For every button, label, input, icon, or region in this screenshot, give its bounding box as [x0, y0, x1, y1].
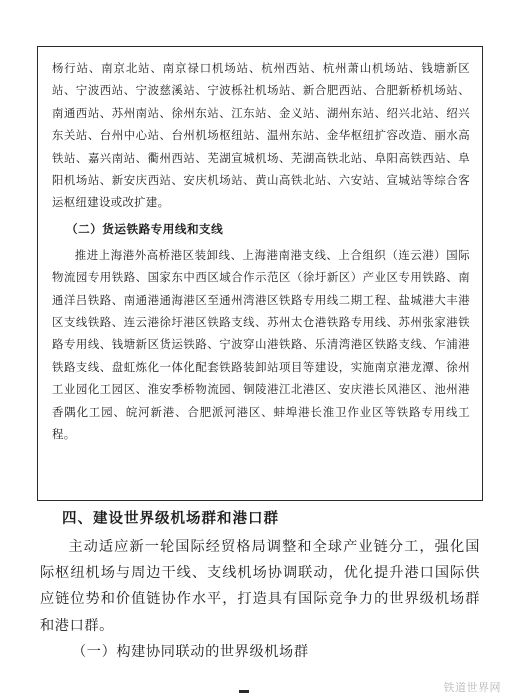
freight-railway-subheading: （二）货运铁路专用线和支线 [66, 221, 224, 236]
watermark-text: 铁道世界网 [443, 681, 501, 694]
freight-railway-paragraph: 推进上海港外高桥港区装卸线、上海港南港支线、上合组织（连云港）国际物流园专用铁路、国家东中西区域合作示范区（徐圩新区）产业区专用铁路、南通洋吕铁路、南通港通海港区至通州湾港区铁路专用线二期工程、盐城港大丰港区支线铁路、连云港徐圩港区铁路支线、苏州太仓港铁路专用线、苏州张家港铁路专用线、钱塘新区货运铁路、宁波穿山港铁路、乐清湾港区铁路支线、乍浦港铁路支线、盘虹炼化一体化配套铁路装卸站项目等建设，实施南京港龙潭、徐州工业园化工园区、淮安季桥物流园、铜陵港江北港区、安庆港长风港区、池州港香隅化工园、皖河新港、合肥派河港区、蚌埠港长淮卫作业区等铁路专用线工程。 [52, 247, 470, 442]
page-marker [239, 690, 249, 693]
section-heading: 四、建设世界级机场群和港口群 [62, 511, 279, 527]
passenger-hub-paragraph: 杨行站、南京北站、南京禄口机场站、杭州西站、杭州萧山机场站、钱塘新区站、宁波西站、宁波慈溪站、宁波栎社机场站、新合肥西站、合肥新桥机场站、南通西站、苏州南站、徐州东站、江东站、金义站、湖州东站、绍兴北站、绍兴东关站、台州中心站、台州机场枢纽站、温州东站、金华枢纽扩容改造、丽水高铁站、嘉兴南站、衢州西站、芜湖宣城机场、芜湖高铁北站、阜阳高铁西站、阜阳机场站、新安庆西站、安庆机场站、黄山高铁北站、六安站、宣城站等综合客运枢纽建设或改扩建。 [52, 61, 470, 210]
railway-project-box [37, 46, 483, 501]
section-paragraph: 主动适应新一轮国际经贸格局调整和全球产业链分工，强化国际枢纽机场与周边干线、支线机场协调联动，优化提升港口国际供应链位势和价值链协作水平，打造具有国际竞争力的世界级机场群和港口群。 [40, 539, 480, 634]
sub-section-heading: （一）构建协同联动的世界级机场群 [72, 644, 309, 660]
